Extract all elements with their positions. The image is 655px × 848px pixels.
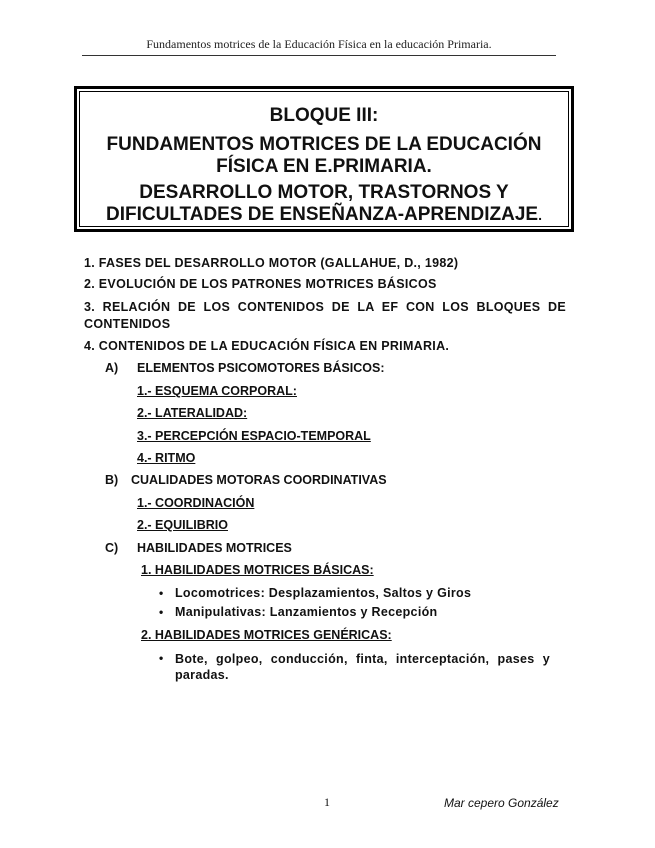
section-a-letter: A)	[105, 361, 119, 375]
sub-title-text: DESARROLLO MOTOR, TRASTORNOS Y DIFICULTADES DE ENSEÑANZA-APRENDIZAJE	[106, 182, 539, 225]
page-number: 1	[324, 795, 330, 809]
section-b-letter: B)	[105, 473, 119, 487]
sub-title	[83, 182, 565, 226]
toc-item-1: 1. FASES DEL DESARROLLO MOTOR (GALLAHUE, D., 1982)	[84, 256, 459, 270]
toc-item-2: 2. EVOLUCIÓN DE LOS PATRONES MOTRICES BÁSICOS	[84, 277, 437, 291]
toc-item-4: 4. CONTENIDOS DE LA EDUCACIÓN FÍSICA EN PRIMARIA.	[84, 339, 450, 353]
author-name: Mar cepero González	[444, 796, 559, 810]
sub-title-period: .	[538, 207, 542, 223]
section-a-title: ELEMENTOS PSICOMOTORES BÁSICOS:	[137, 361, 385, 375]
block-title: BLOQUE III:	[269, 105, 379, 126]
toc-item-3: 3. RELACIÓN DE LOS CONTENIDOS DE LA EF CON LOS BLOQUES DE CONTENIDOS	[84, 300, 566, 331]
section-b-item-1: 1.- COORDINACIÓN	[137, 496, 255, 510]
bullet-item-2: Manipulativas: Lanzamientos y Recepción	[175, 605, 438, 619]
section-a-item-2: 2.- LATERALIDAD:	[137, 406, 248, 420]
section-a-item-1: 1.- ESQUEMA CORPORAL:	[137, 384, 297, 398]
running-header: Fundamentos motrices de la Educación Física en la educación Primaria.	[146, 37, 492, 51]
bullet-item-3: Bote, golpeo, conducción, finta, interceptación, pases y paradas.	[175, 652, 550, 682]
section-c-letter: C)	[105, 541, 119, 555]
section-a-item-4: 4.- RITMO	[137, 451, 196, 465]
section-c-sub1-title: 1. HABILIDADES MOTRICES BÁSICAS:	[141, 563, 374, 577]
section-b-item-2: 2.- EQUILIBRIO	[137, 518, 228, 532]
section-a-item-3: 3.- PERCEPCIÓN ESPACIO-TEMPORAL	[137, 429, 371, 443]
section-c-title: HABILIDADES MOTRICES	[137, 541, 292, 555]
bullet-icon: •	[159, 586, 164, 600]
section-b-title: CUALIDADES MOTORAS COORDINATIVAS	[131, 473, 387, 487]
bullet-item-1: Locomotrices: Desplazamientos, Saltos y Giros	[175, 586, 472, 600]
header-divider	[82, 55, 556, 56]
bullet-icon: •	[159, 651, 164, 665]
bullet-icon: •	[159, 605, 164, 619]
main-title: FUNDAMENTOS MOTRICES DE LA EDUCACIÓN FÍSICA EN E.PRIMARIA.	[106, 134, 542, 177]
section-c-sub2-title: 2. HABILIDADES MOTRICES GENÉRICAS:	[141, 628, 392, 642]
title-box	[74, 86, 574, 232]
